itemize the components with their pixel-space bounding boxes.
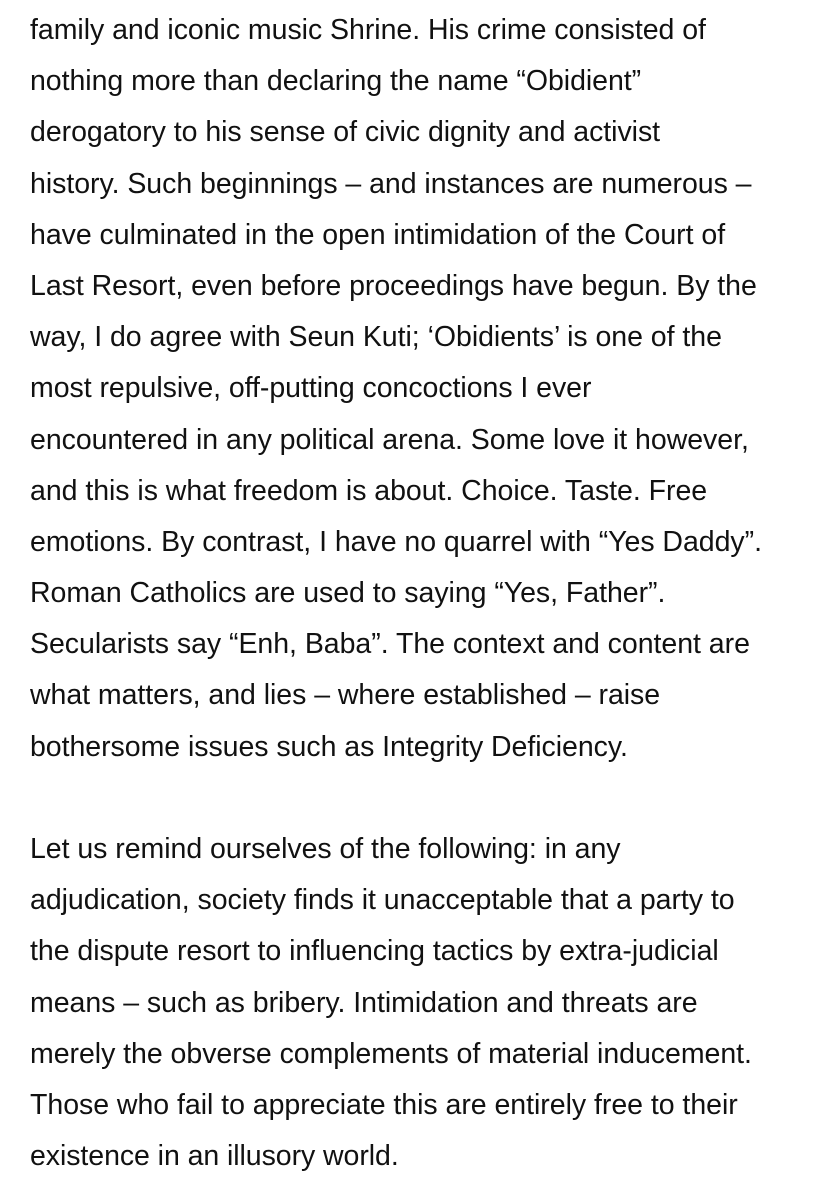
paragraph-line: bothersome issues such as Integrity Deficiency. [30, 730, 628, 763]
paragraph-2 [30, 824, 830, 1182]
paragraph-line: adjudication, society finds it unacceptable that a party to [30, 884, 735, 917]
paragraph-line: most repulsive, off-putting concoctions I ever [30, 372, 592, 405]
paragraph-line: means – such as bribery. Intimidation and threats are [30, 986, 698, 1019]
paragraph-line: history. Such beginnings – and instances are numerous – [30, 167, 752, 200]
paragraph-line: what matters, and lies – where established – raise [30, 679, 661, 712]
paragraph-line: Roman Catholics are used to saying “Yes, Father”. [30, 577, 666, 610]
document-body [30, 5, 830, 1182]
paragraph-line: way, I do agree with Seun Kuti; ‘Obidients’ is one of the [30, 321, 722, 354]
paragraph-line: derogatory to his sense of civic dignity and activist [30, 116, 661, 149]
paragraph-line: Let us remind ourselves of the following: in any [30, 833, 621, 865]
paragraph-line: encountered in any political arena. Some love it however, [30, 423, 749, 456]
paragraph-line: Those who fail to appreciate this are entirely free to their [30, 1088, 738, 1121]
paragraph-line: have culminated in the open intimidation of the Court of [30, 218, 726, 251]
paragraph-line: and this is what freedom is about. Choice. Taste. Free [30, 474, 708, 507]
paragraph-spacer [30, 773, 830, 824]
paragraph-line: merely the obverse complements of material inducement. [30, 1037, 752, 1070]
paragraph-line: family and iconic music Shrine. His crime consisted of [30, 14, 706, 46]
paragraph-line: emotions. By contrast, I have no quarrel with “Yes Daddy”. [30, 525, 762, 558]
paragraph-line: Secularists say “Enh, Baba”. The context and content are [30, 628, 750, 661]
paragraph-1 [30, 5, 830, 773]
paragraph-line: nothing more than declaring the name “Obidient” [30, 65, 642, 98]
paragraph-line: Last Resort, even before proceedings have begun. By the [30, 269, 757, 302]
paragraph-line: existence in an illusory world. [30, 1140, 399, 1173]
paragraph-line: the dispute resort to influencing tactics by extra-judicial [30, 935, 719, 968]
